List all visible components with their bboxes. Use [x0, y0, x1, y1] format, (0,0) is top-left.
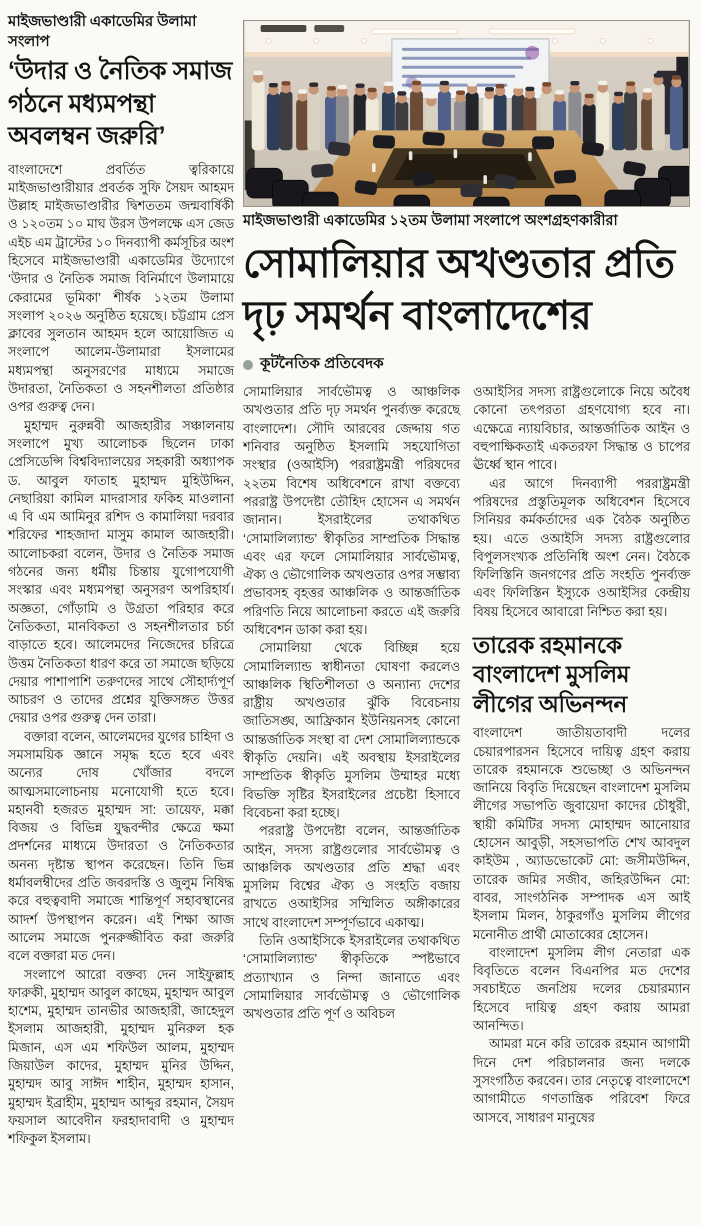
body-paragraph: তিনি ওআইসিকে ইসরাইলের তথাকথিত ‘সোমালিল্যান্ড’ স্বীকৃতিকে স্পষ্টভাবে প্রত্যাখ্যান ও নিন্দা জানাতে এবং সোমালিয়ার সার্বভৌমত্ব ও ভৌগোলিক অখণ্ডতার প্রতি পূর্ণ ও অবিচল: [243, 933, 460, 1022]
byline-text: কূটনৈতিক প্রতিবেদক: [260, 355, 384, 373]
body-paragraph: আমরা মনে করি তারেক রহমান আগামী দিনে দেশ পরিচালনার জন্য দলকে সুসংগঠিত করবেন। তার নেতৃত্বে বাংলাদেশে আগামীতে গণতান্ত্রিক পরিবেশ ফিরে আসবে, সাধারণ মানুষের: [473, 1036, 690, 1125]
body-paragraph: এর আগে দিনব্যাপী পররাষ্ট্রমন্ত্রী পরিষদের প্রস্তুতিমূলক অধিবেশন হিসেবে সিনিয়র কর্মকর্তাদের এক বৈঠক অনুষ্ঠিত হয়। এতে ওআইসি সদস্য রাষ্ট্রগুলোর বিপুলসংখ্যক প্রতিনিধি অংশ নেন। বৈঠকে ফিলিস্তিনি জনগণের প্রতি সংহতি পুনর্ব্যক্ত এবং ফিলিস্তিন ইস্যুকে ওআইসির কেন্দ্রীয় বিষয় হিসেবে আবারো নিশ্চিত করা হয়।: [473, 475, 690, 619]
body-paragraph: সংলাপে আরো বক্তব্য দেন সাইফুল্লাহ ফারুকী, মুহাম্মদ আবুল কাছেম, মুহাম্মদ আবুল হাশেম, মুহাম্মদ তানভীর আজহারী, জাহেদুল ইসলাম আজহারী, মুহাম্মদ মুনিরুল হক মিজান, এস এম শফিউল আলম, মুহাম্মদ জিয়াউল কাদের, মুহাম্মদ মুনির উদ্দিন, মুহাম্মদ আবু সাঈদ শাহীন, মুহাম্মদ হাসান, মুহাম্মদ ইব্রাহীম, মুহাম্মদ আব্দুর রহমান, সৈয়দ ফয়সাল আবেদীন ফরহাদাবাদী ও মুহাম্মদ শফিকুল ইসলাম।: [8, 966, 234, 1147]
sub-article-headline: তারেক রহমানকে বাংলাদেশ মুসলিম লীগের অভিনন্দন: [473, 631, 630, 717]
main-article-area: [243, 20, 690, 1127]
news-photo: [243, 20, 690, 207]
body-paragraph: বাংলাদেশে প্রবর্তিত ত্বরিকায়ে মাইজভাণ্ডারীয়ার প্রবর্তক সুফি সৈয়দ আহমদ উল্লাহ মাইজভাণ্ডারীর দ্বিশততম জন্মবার্ষিকী ও ১২০তম ১০ মাঘ উরস উপলক্ষে এস জেড এইচ এম ট্রাস্টের ১০ দিনব্যাপী কর্মসূচির অংশ হিসেবে মাইজভাণ্ডারী একাডেমির উদ্যোগে ‘উদার ও নৈতিক সমাজ বিনির্মাণে উলামায়ে কেরামের ভূমিকা’ শীর্ষক ১২তম উলামা সংলাপ ২০২৬ অনুষ্ঠিত হয়েছে। চট্টগ্রাম প্রেস ক্লাবের সুলতান আহমদ হলে আয়োজিত এ সংলাপে আলেম-উলামারা ইসলামের মধ্যমপন্থা অনুসরণের মাধ্যমে সমাজে উদারতা, নৈতিকতা ও সহনশীলতা প্রতিষ্ঠার ওপর গুরুত্ব দেন।: [8, 161, 234, 415]
body-paragraph: বাংলাদেশ জাতীয়তাবাদী দলের চেয়ারপারসন হিসেবে দায়িত্ব গ্রহণ করায় তারেক রহমানকে শুভেচ্ছা ও অভিনন্দন জানিয়ে বিবৃতি দিয়েছেন বাংলাদেশ মুসলিম লীগের সভাপতি জুবায়েদা কাদের চৌধুরী, স্থায়ী কমিটির সদস্য মোহাম্মদ আনোয়ার হোসেন আবুড়ী, সহসভাপতি শেখ আবদুল কাইউম , অ্যাডভোকেট মো: জসীমউদ্দিন, তারেক জমির সজীব, জহিরউদ্দিন মো: বাবর, সাংগঠনিক সম্পাদক এস আই ইসলাম মিলন, ঠাকুরগাঁও মুসলিম লীগের মনোনীত প্রার্থী মোতাব্বের হোসেন।: [473, 725, 690, 942]
body-paragraph: মুহাম্মদ নুরুন্নবী আজহারীর সঞ্চালনায় সংলাপে মুখ্য আলোচক ছিলেন ঢাকা প্রেসিডেন্সি বিশ্ববিদ্যালয়ের সহকারী অধ্যাপক ড. আবুল ফাতাহ মুহাম্মদ মুহিউদ্দিন, নেছারিয়া কামিল মাদরাসার ফকিহ মাওলানা এ বি এম আমিনুর রশিদ ও কামালিয়া দরবার শরিফের শাহজাদা মাসুম কামাল আজহারী। আলোচকরা বলেন, উদার ও নৈতিক সমাজ গঠনের জন্য ধর্মীয় চিন্তায় যুগোপযোগী সংস্কার এবং মধ্যমপন্থা অনুসরণ অপরিহার্য। অজ্ঞতা, গোঁড়ামি ও উগ্রতা পরিহার করে নৈতিকতা, মানবিকতা ও সহনশীলতার চর্চা বাড়াতে হবে। আলেমদের নিজেদের চরিত্রে উত্তম নৈতিকতা ধারণ করে তা সমাজে ছড়িয়ে দেয়ার পাশাপাশি তরুণদের সাথে সৌহার্দ্যপূর্ণ আচরণ ও তাদের প্রশ্নের যুক্তিসঙ্গত উত্তর দেয়ার ওপর গুরুত্ব দেন তারা।: [8, 417, 234, 726]
left-article-headline: ‘উদার ও নৈতিক সমাজ গঠনে মধ্যমপন্থা অবলম্বন জরুরি’: [8, 57, 233, 150]
article-columns: [243, 383, 690, 1127]
meeting-photo-illustration: [244, 21, 689, 206]
body-paragraph: বাংলাদেশ মুসলিম লীগ নেতারা এক বিবৃতিতে বলেন বিএনপির মত দেশের সবচাইতে জনপ্রিয় দলের চেয়ারম্যান হিসেবে দায়িত্ব গ্রহণ করায় আমরা আনন্দিত।: [473, 944, 690, 1034]
body-paragraph: সোমালিয়া থেকে বিচ্ছিন্ন হয়ে সোমালিল্যান্ড স্বাধীনতা ঘোষণা করলেও আঞ্চলিক স্থিতিশীলতা ও অন্যান্য দেশের রাষ্ট্রীয় অখণ্ডতার ঝুঁকি বিবেচনায় জাতিসঙ্ঘ, আফ্রিকান ইউনিয়নসহ কোনো আন্তর্জাতিক সংস্থা বা দেশ সোমালিল্যান্ডকে স্বীকৃতি দেয়নি। এই অবস্থায় ইসরাইলের সাম্প্রতিক স্বীকৃতি মুসলিম উম্মাহর মধ্যে বিভক্তি সৃষ্টির ইসরাইলের প্রচেষ্টা হিসাবে বিবেচনা করা হচ্ছে।: [243, 640, 460, 820]
left-article-kicker: মাইজভাণ্ডারী একাডেমির উলামা সংলাপ: [8, 13, 197, 50]
body-paragraph: ওআইসির সদস্য রাষ্ট্রগুলোকে নিয়ে অবৈধ কোনো তৎপরতা গ্রহণযোগ্য হবে না। এক্ষেত্রে ন্যায়বিচার, আন্তর্জাতিক আইন ও বহুপাক্ষিকতাই একতরফা সিদ্ধান্ত ও চাপের ঊর্ধ্বে স্থান পাবে।: [473, 384, 690, 473]
article-column-1: [243, 383, 460, 1127]
main-headline: সোমালিয়ার অখণ্ডতার প্রতি দৃঢ় সমর্থন বাংলাদেশের: [243, 242, 675, 339]
left-article: [8, 12, 234, 1149]
left-article-body: [8, 161, 234, 1149]
body-paragraph: সোমালিয়ার সার্বভৌমত্ব ও আঞ্চলিক অখণ্ডতার প্রতি দৃঢ় সমর্থন পুনর্ব্যক্ত করেছে বাংলাদেশ। সৌদি আরবের জেদ্দায় গত শনিবার অনুষ্ঠিত ইসলামি সহযোগিতা সংস্থার (ওআইসি) পররাষ্ট্রমন্ত্রী পরিষদের ২২তম বিশেষ অধিবেশনে রাখা বক্তব্যে পররাষ্ট্র উপদেষ্টা তৌহিদ হোসেন এ সমর্থন জানান। ইসরাইলের তথাকথিত ‘সোমালিল্যান্ড’ স্বীকৃতির সাম্প্রতিক সিদ্ধান্ত এবং এর ফলে সোমালিয়ার সার্বভৌমত্ব, ঐক্য ও ভৌগোলিক অখণ্ডতার ওপর সম্ভাব্য প্রভাবসহ বৃহত্তর আঞ্চলিক ও আন্তর্জাতিক পরিণতি নিয়ে আলোচনা করতে এই জরুরি অধিবেশন ডাকা করা হয়।: [243, 384, 460, 637]
body-paragraph: পররাষ্ট্র উপদেষ্টা বলেন, আন্তর্জাতিক আইন, সদস্য রাষ্ট্রগুলোর সার্বভৌমত্ব ও আঞ্চলিক অখণ্ডতার প্রতি শ্রদ্ধা এবং মুসলিম বিশ্বের ঐক্য ও সংহতি বজায় রাখতে ওআইসির সম্মিলিত অঙ্গীকারের সাথে বাংলাদেশ সম্পূর্ণভাবে একাত্ম।: [243, 823, 460, 930]
byline-bullet-icon: [243, 360, 253, 370]
article-column-2: [473, 383, 690, 1127]
byline: [243, 352, 690, 377]
body-paragraph: বক্তারা বলেন, আলেমদের যুগের চাহিদা ও সমসাময়িক জ্ঞানে সমৃদ্ধ হতে হবে এবং অন্যের দোষ খোঁজার বদলে আত্মসমালোচনায় মনোযোগী হতে হবে। মহানবী হজরত মুহাম্মদ সা: তায়েফ, মক্কা বিজয় ও বিভিন্ন যুদ্ধবন্দীর ক্ষেত্রে ক্ষমা প্রদর্শনের মাধ্যমে উদারতা ও নৈতিকতার অনন্য দৃষ্টান্ত স্থাপন করেছেন। তিনি ভিন্ন ধর্মাবলম্বীদের প্রতি জবরদস্তি ও জুলুম নিষিদ্ধ করে বহুত্ববাদী সমাজে শান্তিপূর্ণ সহাবস্থানের আদর্শ উপস্থাপন করেন। এই শিক্ষা আজ আলেম সমাজে পুনরুজ্জীবিত করা জরুরি বলে বক্তারা মত দেন।: [8, 728, 234, 964]
photo-caption: মাইজভাণ্ডারী একাডেমির ১২তম উলামা সংলাপে অংশগ্রহণকারীরা: [243, 213, 618, 229]
